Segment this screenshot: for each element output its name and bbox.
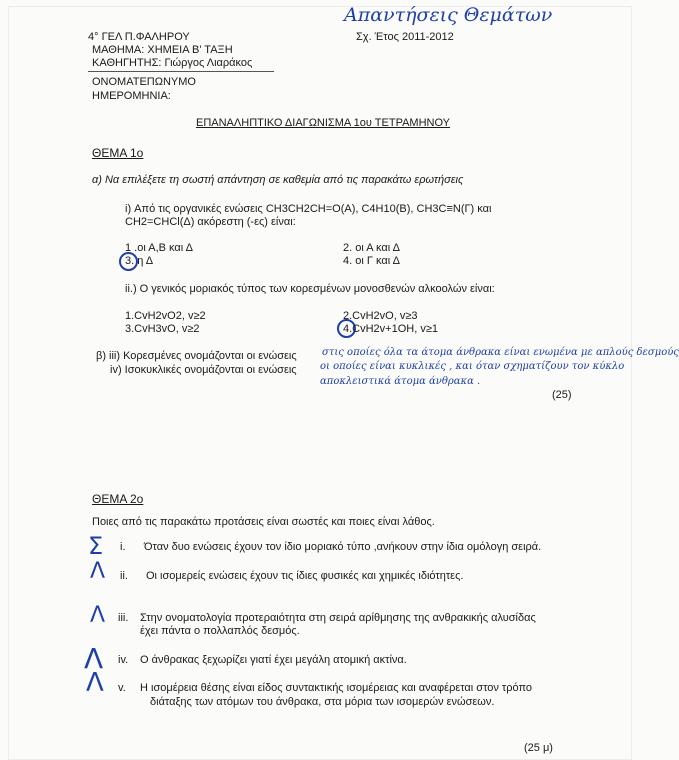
q1-line2: CH2=CHCl(Δ) ακόρεστη (-ες) είναι: xyxy=(125,216,296,228)
q1-option1: 1 .οι Α,Β και Δ xyxy=(125,242,193,254)
theme1-intro: α) Να επιλέξετε τη σωστή απάντηση σε καθεμία από τις παρακάτω ερωτήσεις xyxy=(92,174,464,186)
subject-line: ΜΑΘΗΜΑ: ΧΗΜΕΙΑ Β' ΤΑΞΗ xyxy=(92,44,233,56)
teacher-line: ΚΑΘΗΓΗΤΗΣ: Γιώργος Λιαράκος xyxy=(92,57,253,69)
name-label: ΟΝΟΜΑΤΕΠΩΝΥΜΟ xyxy=(92,76,196,88)
header-divider xyxy=(88,71,274,72)
q1-option4: 4. οι Γ και Δ xyxy=(343,255,400,267)
b-iv-handwritten-answer: οι οποίες είναι κυκλικές , και όταν σχηματίζουν τον κύκλο xyxy=(320,361,625,372)
b-iv-handwritten-answer-line2: αποκλειστικά άτομα άνθρακα . xyxy=(320,376,481,387)
false-mark-icon: Λ xyxy=(86,668,104,698)
q2-option4: 4.CvH2v+1OH, v≥1 xyxy=(343,323,438,335)
date-label: ΗΜΕΡΟΜΗΝΙΑ: xyxy=(92,90,171,102)
q2-line: ii.) Ο γενικός μοριακός τύπος των κορεσμένων μονοσθενών αλκοολών είναι: xyxy=(125,283,495,295)
statement-text: Ο άνθρακας ξεχωρίζει γιατί έχει μεγάλη ατομική ακτίνα. xyxy=(140,654,407,666)
b-iii-handwritten-answer: στις οποίες όλα τα άτομα άνθρακα είναι ενωμένα με απλούς δεσμούς xyxy=(322,347,679,358)
q1-option3: 3. η Δ xyxy=(125,255,154,267)
school-name: 4° ΓΕΛ Π.ΦΑΛΗΡΟΥ xyxy=(88,31,190,43)
theme2-intro: Ποιες από τις παρακάτω προτάσεις είναι σωστές και ποιες είναι λάθος. xyxy=(92,516,435,528)
statement-number: iv. xyxy=(118,654,129,666)
statement-number: i. xyxy=(120,541,126,553)
statement-text: Οι ισομερείς ενώσεις έχουν τις ίδιες φυσικές και χημικές ιδιότητες. xyxy=(146,570,464,582)
theme1-heading: ΘΕΜΑ 1ο xyxy=(92,146,144,160)
theme2-heading: ΘΕΜΑ 2ο xyxy=(92,492,144,506)
handwritten-answers-title: Απαντήσεις Θεμάτων xyxy=(344,4,553,26)
q2-option1: 1.CvH2vO2, v≥2 xyxy=(125,310,206,322)
exam-title: ΕΠΑΝΑΛΗΠΤΙΚΟ ΔΙΑΓΩΝΙΣΜΑ 1ου ΤΕΤΡΑΜΗΝΟΥ xyxy=(196,117,451,129)
school-year: Σχ. Έτος 2011-2012 xyxy=(356,31,454,43)
statement-text-line2: έχει πάντα ο πολλαπλός δεσμός. xyxy=(140,625,300,637)
q1-option2: 2. οι Α και Δ xyxy=(343,242,400,254)
false-mark-icon: Λ xyxy=(90,559,106,584)
theme2-points: (25 μ) xyxy=(524,742,553,754)
q1-line1: i) Από τις οργανικές ενώσεις CH3CH2CH=O(A), C4H10(B), CH3C≡N(Γ) και xyxy=(125,203,492,215)
b-iii-question: β) iii) Κορεσμένες ονομάζονται οι ενώσεις xyxy=(96,350,297,362)
statement-text-line2: διάταξης των ατόμων του άνθρακα, στα μόρια των ισομερών ενώσεων. xyxy=(150,696,495,708)
b-iv-question: iv) Ισοκυκλικές ονομάζονται οι ενώσεις xyxy=(110,364,297,376)
statement-number: v. xyxy=(118,682,126,694)
true-mark-icon: Σ xyxy=(88,532,104,560)
theme1-points: (25) xyxy=(552,389,572,401)
q2-option3: 3.CvH3vO, v≥2 xyxy=(125,323,200,335)
statement-number: ii. xyxy=(120,570,128,582)
false-mark-icon: Λ xyxy=(84,642,104,675)
statement-text: Όταν δυο ενώσεις έχουν τον ίδιο μοριακό τύπο ,ανήκουν στην ίδια ομόλογη σειρά. xyxy=(144,541,542,553)
q2-option2: 2.CvH2vO, v≥3 xyxy=(343,310,418,322)
statement-text: Η ισομέρεια θέσης είναι είδος συντακτικής ισομέρειας και αναφέρεται στον τρόπο xyxy=(140,682,533,694)
false-mark-icon: Λ xyxy=(90,603,106,628)
statement-number: iii. xyxy=(118,612,129,624)
statement-text: Στην ονοματολογία προτεραιότητα στη σειρά αρίθμησης της ανθρακικής αλυσίδας xyxy=(140,612,536,624)
